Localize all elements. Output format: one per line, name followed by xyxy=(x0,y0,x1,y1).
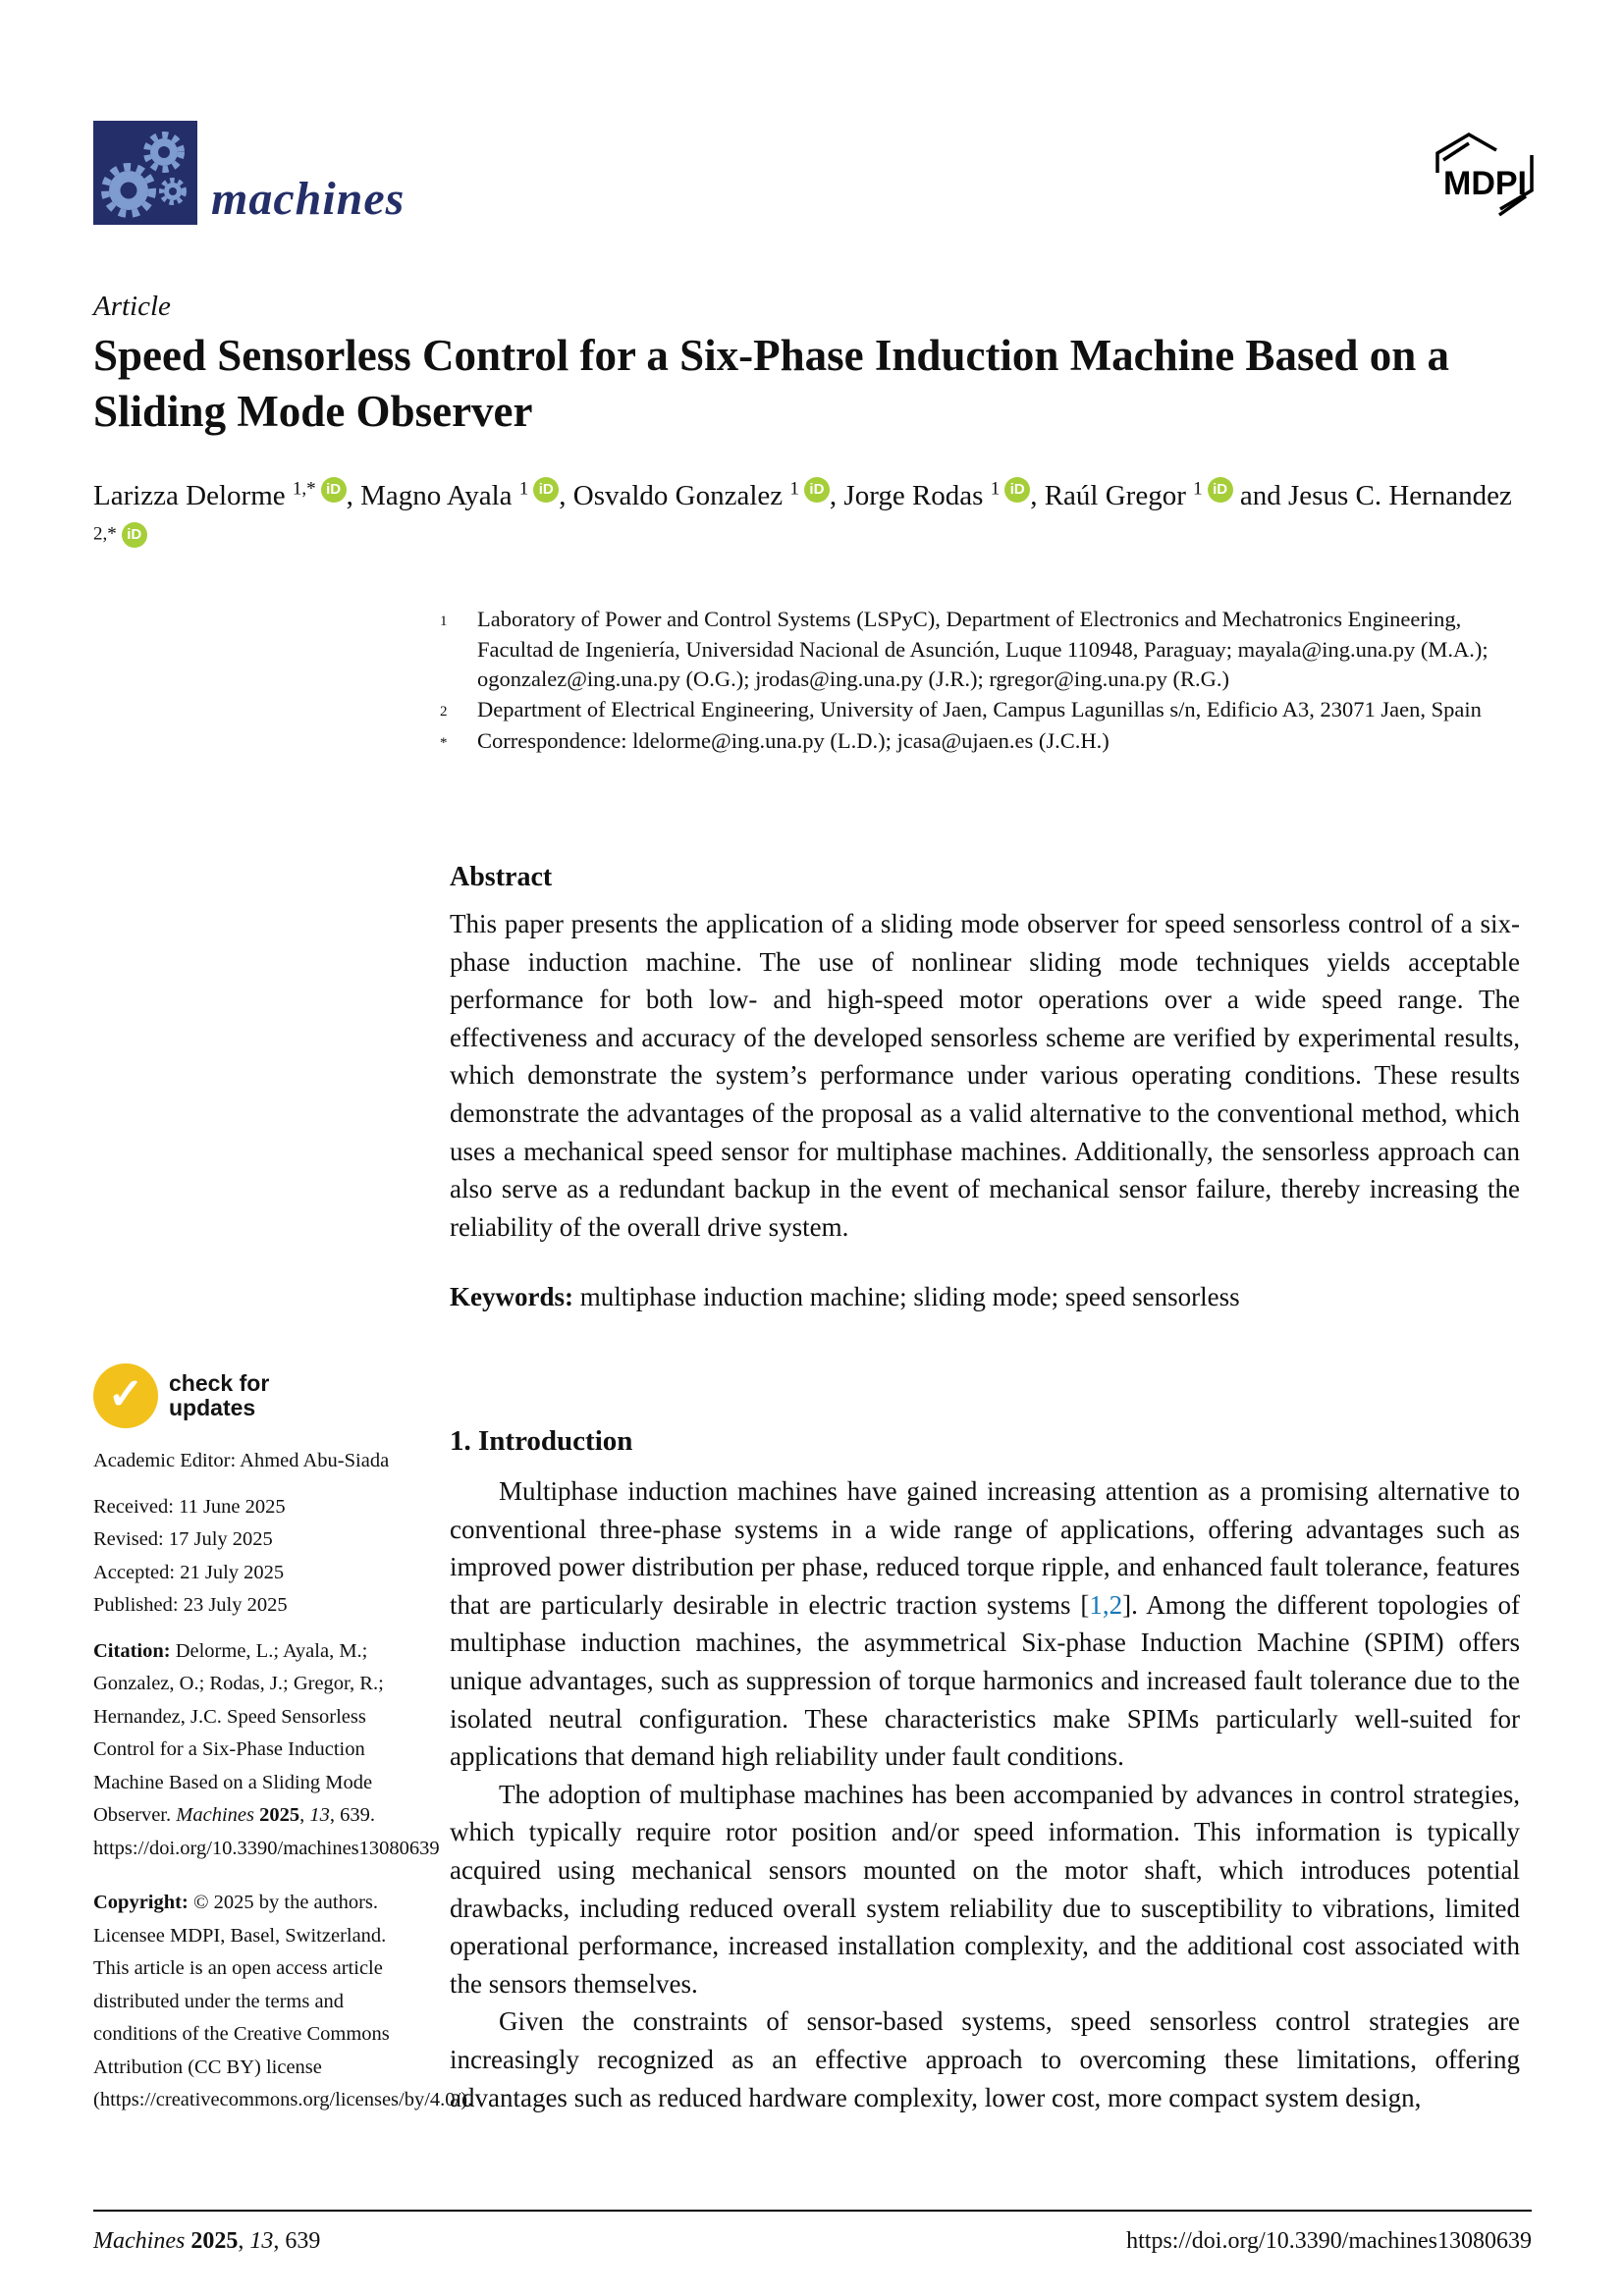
badge-text xyxy=(169,1371,269,1420)
section-heading-introduction: 1. Introduction xyxy=(450,1425,633,1457)
footer-divider xyxy=(93,2210,1532,2212)
copyright-text: © 2025 by the authors. Licensee MDPI, Basel, Switzerland. This article is an open access article distributed under the terms and conditions of the Creative Commons Attribution (CC BY) license (https://creativecommons.org/licenses/by/4.0/). xyxy=(93,1892,473,2110)
intro-paragraph-3: Given the constraints of sensor-based systems, speed sensorless control strategies are increasingly recognized as an effective approach to overcoming these limitations, offering advantages such as reduced hardware complexity, lower cost, more compact system design, xyxy=(450,2006,1520,2112)
citation-doi-link[interactable]: https://doi.org/10.3390/machines13080639 xyxy=(93,1837,440,1859)
orcid-icon[interactable]: iD xyxy=(533,477,559,503)
author-name: Larizza Delorme xyxy=(93,480,286,511)
affiliation-item xyxy=(440,695,1525,727)
intro-paragraph-2: The adoption of multiphase machines has been accompanied by advances in control strategies, which typically require rotor position and/or speed information. This information is typically acquired using mechanical sensors mounted on the motor shaft, which introduces potential drawbacks, including reduced overall system reliability due to susceptibility to vibrations, limited operational performance, increased installation complexity, and the additional cost associated with the sensors themselves. xyxy=(450,1779,1520,1999)
keywords-line xyxy=(450,1282,1520,1312)
intro-paragraph-1 xyxy=(450,1472,1520,1776)
affiliation-marker: 1 xyxy=(440,614,448,629)
orcid-icon[interactable]: iD xyxy=(321,477,347,503)
abstract-heading: Abstract xyxy=(450,862,553,892)
author-separator: , xyxy=(559,480,573,511)
received-date: Received: 11 June 2025 xyxy=(93,1495,286,1518)
journal-logo xyxy=(93,121,405,225)
check-icon: ✓ xyxy=(93,1363,158,1428)
copyright-block xyxy=(93,1887,473,2117)
affiliation-marker: 2 xyxy=(440,703,448,720)
author xyxy=(843,480,1044,511)
author xyxy=(1045,480,1240,511)
author-sup: 1 xyxy=(518,478,529,500)
author-separator xyxy=(1233,480,1240,511)
citation-year: 2025 xyxy=(253,1804,300,1826)
citation-volume: 13 xyxy=(309,1804,330,1826)
mdpi-logo xyxy=(1432,130,1538,222)
affiliation-marker: * xyxy=(440,735,448,751)
article-type-label: Article xyxy=(93,291,171,322)
orcid-icon[interactable]: iD xyxy=(122,522,147,548)
check-for-updates-badge[interactable] xyxy=(93,1362,396,1429)
author-sup: 1 xyxy=(990,478,1001,500)
abstract-text: This paper presents the application of a sliding mode observer for speed sensorless control of a six-phase induction machine. The use of nonlinear sliding mode techniques yields acceptable performance for both low- and high-speed motor operations over a wide speed range. The effectiveness and accuracy of the developed sensorless scheme are verified by experimental results, which demonstrate the system’s performance under various operating conditions. These results demonstrate the advantages of the proposal as a valid alternative to the conventional method, which uses a mechanical speed sensor for multiphase machines. Additionally, the sensorless approach can also serve as a redundant backup in the event of mechanical sensor failure, thereby increasing the reliability of the overall drive system. xyxy=(450,909,1520,1242)
citation-label: Citation: xyxy=(93,1639,171,1662)
badge-line2: updates xyxy=(169,1395,256,1420)
author-separator: , xyxy=(829,480,844,511)
author-name: Jorge Rodas xyxy=(843,480,984,511)
citation-sep: , xyxy=(299,1804,310,1826)
affiliation-item xyxy=(440,726,1525,759)
gears-icon xyxy=(93,121,197,225)
sidebar xyxy=(93,1362,473,2117)
keywords-text: multiphase induction machine; sliding mode; speed sensorless xyxy=(572,1282,1240,1311)
affiliation-item xyxy=(440,605,1525,695)
p1-text-b: ]. Among the different topologies of multiphase induction machines, the asymmetrical Six-phase Induction Machine (SPIM) offers unique advantages, such as suppression of torque harmonics and increased fault tolerance due to the isolated neutral configuration. These characteristics make SPIMs particularly well-suited for applications that demand high reliability under fault conditions. xyxy=(450,1589,1520,1772)
affiliation-text: Department of Electrical Engineering, University of Jaen, Campus Lagunillas s/n, Edificio A3, 23071 Jaen, Spain xyxy=(477,696,1482,721)
copyright-label: Copyright: xyxy=(93,1892,189,1913)
author-name: Raúl Gregor xyxy=(1044,480,1186,511)
revised-date: Revised: 17 July 2025 xyxy=(93,1528,273,1550)
citation-block xyxy=(93,1635,440,1866)
p1-text-a: Multiphase induction machines have gained increasing attention as a promising alternative to conventional three-phase systems in a wide range of applications, offering advantages such as improved power distribution per phase, reduced torque ripple, and enhanced fault tolerance, features that are particularly desirable in electric traction systems [ xyxy=(450,1476,1520,1620)
badge-line1: check for xyxy=(169,1370,270,1396)
orcid-icon[interactable]: iD xyxy=(804,477,830,503)
history-dates xyxy=(93,1491,396,1623)
author-sup: 1 xyxy=(789,478,799,500)
orcid-icon[interactable]: iD xyxy=(1208,477,1233,503)
orcid-icon[interactable]: iD xyxy=(1004,477,1030,503)
page-title: Speed Sensorless Control for a Six-Phase Induction Machine Based on a Sliding Mode Observer xyxy=(93,331,1449,436)
footer-tail: , 639 xyxy=(273,2228,321,2254)
journal-name: machines xyxy=(211,173,406,225)
affiliation-list xyxy=(440,605,1525,759)
accepted-date: Accepted: 21 July 2025 xyxy=(93,1561,285,1583)
author-separator: , xyxy=(346,480,361,511)
footer-journal: Machines xyxy=(93,2228,186,2254)
footer xyxy=(93,2228,1532,2255)
author-name: and Jesus C. Hernandez xyxy=(1239,480,1512,511)
author-name: Osvaldo Gonzalez xyxy=(572,480,784,511)
academic-editor: Academic Editor: Ahmed Abu-Siada xyxy=(93,1450,390,1471)
author xyxy=(93,480,360,511)
published-date: Published: 23 July 2025 xyxy=(93,1594,288,1616)
footer-journal-info xyxy=(93,2228,320,2255)
footer-sep: , xyxy=(238,2228,250,2254)
author-name: Magno Ayala xyxy=(360,480,513,511)
affiliation-text: Laboratory of Power and Control Systems (LSPyC), Department of Electronics and Mechatronics Engineering, Facultad de Ingeniería, Universidad Nacional de Asunción, Luque 110948, Paraguay; mayala@ing.una.py (M.A.); ogonzalez@ing.una.py (O.G.); jrodas@ing.una.py (J.R.); rgregor@ing.una.py (R.G.) xyxy=(477,607,1489,691)
author xyxy=(360,480,573,511)
citation-tail: , 639. xyxy=(329,1804,375,1826)
author-list xyxy=(93,473,1512,563)
author-sup: 2,* xyxy=(93,523,117,545)
affiliation-text: Correspondence: ldelorme@ing.una.py (L.D.); jcasa@ujaen.es (J.C.H.) xyxy=(477,728,1110,753)
author-separator: , xyxy=(1030,480,1045,511)
author-sup: 1 xyxy=(1193,478,1203,500)
introduction-body xyxy=(450,1472,1520,2116)
footer-volume: 13 xyxy=(249,2228,274,2254)
citation-journal: Machines xyxy=(176,1804,254,1826)
keywords-label: Keywords: xyxy=(450,1282,573,1311)
citation-body: Delorme, L.; Ayala, M.; Gonzalez, O.; Rodas, J.; Gregor, R.; Hernandez, J.C. Speed Sensorless Control for a Six-Phase Induction Machine Based on a Sliding Mode Observer. xyxy=(93,1639,384,1826)
author-sup: 1,* xyxy=(292,478,316,500)
footer-doi-link[interactable]: https://doi.org/10.3390/machines13080639 xyxy=(1126,2228,1532,2254)
footer-year: 2025 xyxy=(185,2228,239,2254)
mdpi-wordmark: MDPI xyxy=(1443,165,1527,202)
reference-link[interactable]: 1,2 xyxy=(1089,1589,1123,1620)
author xyxy=(573,480,844,511)
